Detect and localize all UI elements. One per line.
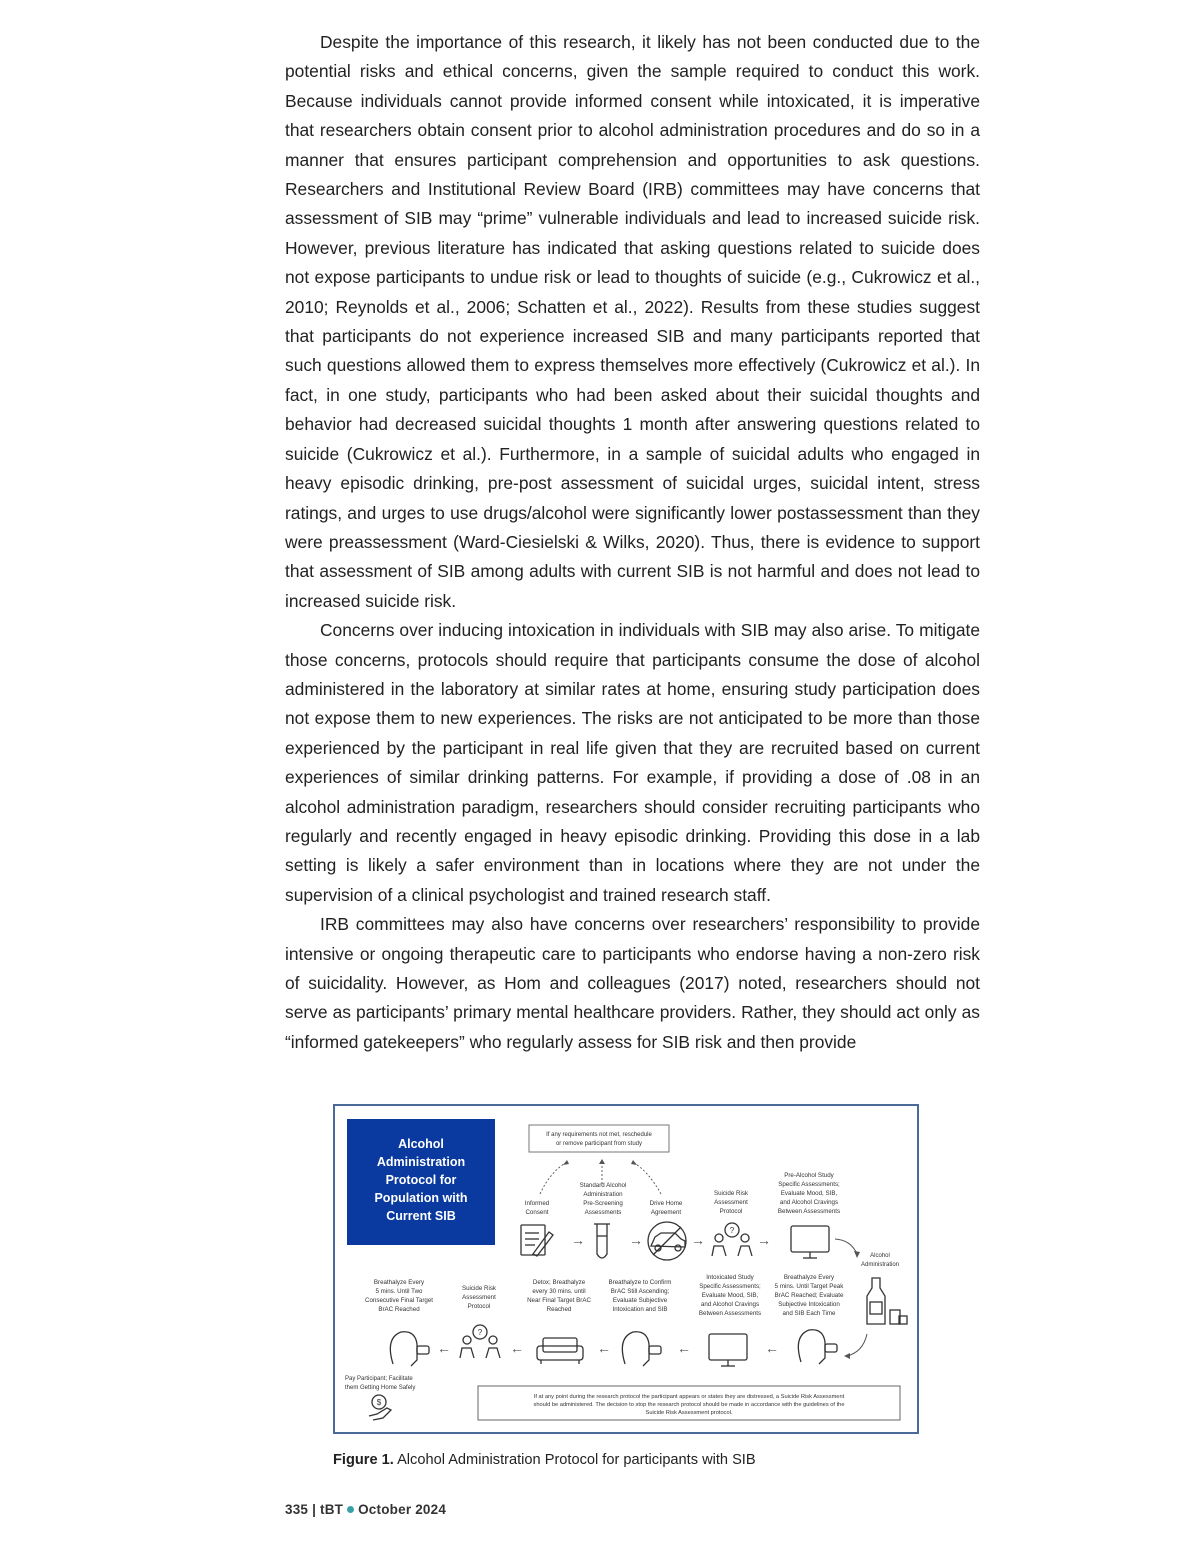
alcohol-admin-l1: Alcohol: [870, 1253, 890, 1259]
car-icon: [648, 1222, 686, 1260]
step-intox-l1: Intoxicated Study: [706, 1274, 754, 1281]
step-intox-l3: Evaluate Mood, SIB,: [701, 1292, 759, 1299]
protocol-diagram: [335, 1106, 917, 1432]
monitor-icon: [709, 1334, 747, 1366]
svg-text:→: →: [629, 1232, 643, 1248]
step-pre-alcohol-l3: Evaluate Mood, SIB,: [780, 1190, 838, 1197]
svg-text:?: ?: [729, 1226, 735, 1235]
step-final-breath-l1: Breathalyze Every: [373, 1279, 425, 1286]
distress-note-l1: If at any point during the research protocol the participant appears or states they are distressed, a Suicide Risk Assessment: [533, 1394, 845, 1400]
step-informed-consent-l1: Informed: [524, 1200, 550, 1207]
step-final-breath-l2: 5 mins. Until Two: [375, 1288, 423, 1295]
svg-text:→: →: [757, 1232, 771, 1248]
step-prescreen-l3: Pre-Screening: [583, 1200, 623, 1207]
step-final-breath-l4: BrAC Reached: [378, 1306, 420, 1313]
step-confirm-l2: BrAC Still Ascending;: [610, 1288, 670, 1295]
step-confirm-l1: Breathalyze to Confirm: [608, 1279, 672, 1286]
reschedule-note-box: [529, 1125, 669, 1152]
paragraph-3: IRB committees may also have concerns over researchers’ responsibility to provide intensive or ongoing therapeutic care to participants who endorse having a non-zero risk of suicidality. However, as Hom and colleagues (2017) noted, researchers should not serve as participants’ primary mental healthcare providers. Rather, they should act only as “informed gatekeepers” who regularly assess for SIB risk and then provide: [285, 914, 980, 1052]
step-detox-l3: Near Final Target BrAC: [527, 1297, 591, 1304]
step-prescreen-l2: Administration: [583, 1191, 623, 1198]
breathalyzer-icon: [798, 1330, 837, 1364]
figure-1: [333, 1104, 919, 1434]
svg-text:←: ←: [510, 1340, 524, 1356]
caption-label: Figure 1.: [333, 1452, 394, 1468]
step-pre-alcohol-l1: Pre-Alcohol Study: [784, 1172, 834, 1179]
reschedule-note-line-1: If any requirements not met, reschedule: [546, 1132, 652, 1138]
step-srap2-l3: Protocol: [467, 1303, 491, 1310]
step-detox-l1: Detox; Breathalyze: [532, 1279, 586, 1286]
step-srap2-l2: Assessment: [462, 1294, 496, 1301]
figure-caption: [333, 1452, 756, 1468]
svg-text:←: ←: [765, 1340, 779, 1356]
couch-icon: [537, 1338, 583, 1364]
svg-text:←: ←: [437, 1340, 451, 1356]
step-drive-home-l2: Agreement: [650, 1209, 682, 1216]
top-row-labels: [525, 1172, 840, 1216]
counseling-icon: [460, 1325, 500, 1358]
pay-note: [345, 1376, 415, 1391]
step-confirm-l3: Evaluate Subjective: [612, 1297, 668, 1304]
distress-note-l2: should be administered. The decision to stop the research protocol should be made in accordance with the guidelines of the: [533, 1402, 845, 1408]
step-detox-l2: every 30 mins. until: [532, 1288, 586, 1295]
page-number: 335 |: [285, 1502, 317, 1517]
step-pre-alcohol-l5: Between Assessments: [777, 1208, 841, 1215]
paragraph-1: Despite the importance of this research, it likely has not been conducted due to the potential risks and ethical concerns, given the sample required to conduct this work. Because individuals cannot provide informed consent while intoxicated, it is imperative that researchers obtain consent prior to alcohol administration procedures and do so in a manner that ensures participant comprehension and opportunities to ask questions. Researchers and Institutional Review Board (IRB) committees may have concerns that assessment of SIB may “prime” vulnerable individuals and lead to increased suicide risk. However, previous literature has indicated that asking questions related to suicide does not expose participants to undue risk or lead to thoughts of suicide (e.g., Cukrowicz et al., 2010; Reynolds et al., 2006; Schatten et al., 2022). Results from these studies suggest that participants do not experience increased SIB and many participants reported that such questions allowed them to express themselves more effectively (Cukrowicz et al.). In fact, in one study, participants who had been asked about their suicidal thoughts and behavior had decreased suicidal thoughts 1 month after answering questions related to suicide (Cukrowicz et al.). Furthermore, in a sample of suicidal adults who engaged in heavy episodic drinking, pre-post assessment of suicidal urges, suicidal intent, stress ratings, and urges to use drugs/alcohol were significantly lower postassessment than they were preassessment (Ward-Ciesielski & Wilks, 2020). Thus, there is evidence to support that assessment of SIB among adults with current SIB is not harmful and does not lead to increased suicide risk.: [285, 32, 980, 611]
test-tube-icon: [594, 1224, 610, 1258]
svg-text:→: →: [571, 1232, 585, 1248]
step-srap-l2: Assessment: [714, 1199, 748, 1206]
separator-dot-icon: [347, 1506, 354, 1513]
reschedule-arrows: [540, 1162, 661, 1194]
page-footer: [285, 1502, 446, 1517]
bottom-row-arrows: [437, 1340, 779, 1356]
svg-text:→: →: [691, 1232, 705, 1248]
journal-name: tBT: [320, 1502, 344, 1517]
paragraph-2: Concerns over inducing intoxication in individuals with SIB may also arise. To mitigate those concerns, protocols should require that participants consume the dose of alcohol administered in the laboratory at similar rates at home, ensuring study participation does not expose them to new experiences. The risks are not anticipated to be more than those experienced by the participant in real life given that they are recruited based on current experiences of similar drinking patterns. For example, if providing a dose of .08 in an alcohol administration paradigm, researchers should consider recruiting participants who regularly and recently engaged in heavy episodic drinking. Providing this dose in a lab setting is likely a safer environment than in locations where they are not under the supervision of a clinical psychologist and trained research staff.: [285, 620, 980, 905]
svg-text:?: ?: [477, 1328, 483, 1337]
title-line-2: Administration: [376, 1155, 466, 1169]
step-peak-l3: BrAC Reached; Evaluate: [774, 1292, 844, 1299]
svg-text:←: ←: [597, 1340, 611, 1356]
pay-note-l2: them Getting Home Safely: [345, 1385, 416, 1391]
bottle-icon: [867, 1278, 907, 1324]
step-pre-alcohol-l2: Specific Assessments;: [778, 1181, 840, 1188]
step-peak-l2: 5 mins. Until Target Peak: [774, 1283, 844, 1290]
counseling-icon: [712, 1223, 752, 1256]
step-prescreen-l1: Standard Alcohol: [579, 1182, 627, 1189]
title-line-4: Population with: [374, 1191, 468, 1205]
step-detox-l4: Reached: [546, 1306, 572, 1313]
distress-note-l3: Suicide Risk Assessment protocol.: [645, 1410, 733, 1416]
step-srap-l3: Protocol: [719, 1208, 743, 1215]
issue-date: October 2024: [358, 1502, 447, 1517]
svg-text:$: $: [376, 1398, 382, 1407]
step-informed-consent-l2: Consent: [525, 1209, 549, 1216]
title-line-5: Current SIB: [386, 1209, 456, 1223]
pay-note-l1: Pay Participant; Facilitate: [345, 1376, 413, 1382]
step-intox-l2: Specific Assessments;: [699, 1283, 761, 1290]
svg-text:←: ←: [677, 1340, 691, 1356]
breathalyzer-icon: [622, 1332, 661, 1366]
bottom-row-labels: [365, 1274, 844, 1317]
consent-form-icon: [521, 1225, 553, 1256]
step-intox-l5: Between Assessments: [698, 1310, 762, 1317]
step-drive-home-l1: Drive Home: [649, 1200, 683, 1207]
alcohol-admin-l2: Administration: [860, 1262, 900, 1268]
money-hand-icon: [369, 1395, 391, 1420]
caption-text: Alcohol Administration Protocol for participants with SIB: [393, 1452, 756, 1468]
step-peak-l4: Subjective Intoxication: [778, 1301, 840, 1308]
step-prescreen-l4: Assessments: [584, 1209, 622, 1216]
step-final-breath-l3: Consecutive Final Target: [365, 1297, 433, 1304]
title-line-3: Protocol for: [385, 1173, 457, 1187]
step-intox-l4: and Alcohol Cravings: [700, 1301, 760, 1308]
step-confirm-l4: Intoxication and SIB: [612, 1306, 668, 1313]
step-pre-alcohol-l4: and Alcohol Cravings: [779, 1199, 839, 1206]
breathalyzer-icon: [390, 1332, 429, 1366]
body-text: [285, 28, 980, 1057]
title-line-1: Alcohol: [398, 1137, 444, 1151]
monitor-icon: [791, 1226, 829, 1258]
step-peak-l1: Breathalyze Every: [783, 1274, 835, 1281]
step-peak-l5: and SIB Each Time: [782, 1310, 836, 1317]
step-srap2-l1: Suicide Risk: [461, 1285, 497, 1292]
step-srap-l1: Suicide Risk: [713, 1190, 749, 1197]
reschedule-note-line-2: or remove participant from study: [555, 1141, 643, 1147]
